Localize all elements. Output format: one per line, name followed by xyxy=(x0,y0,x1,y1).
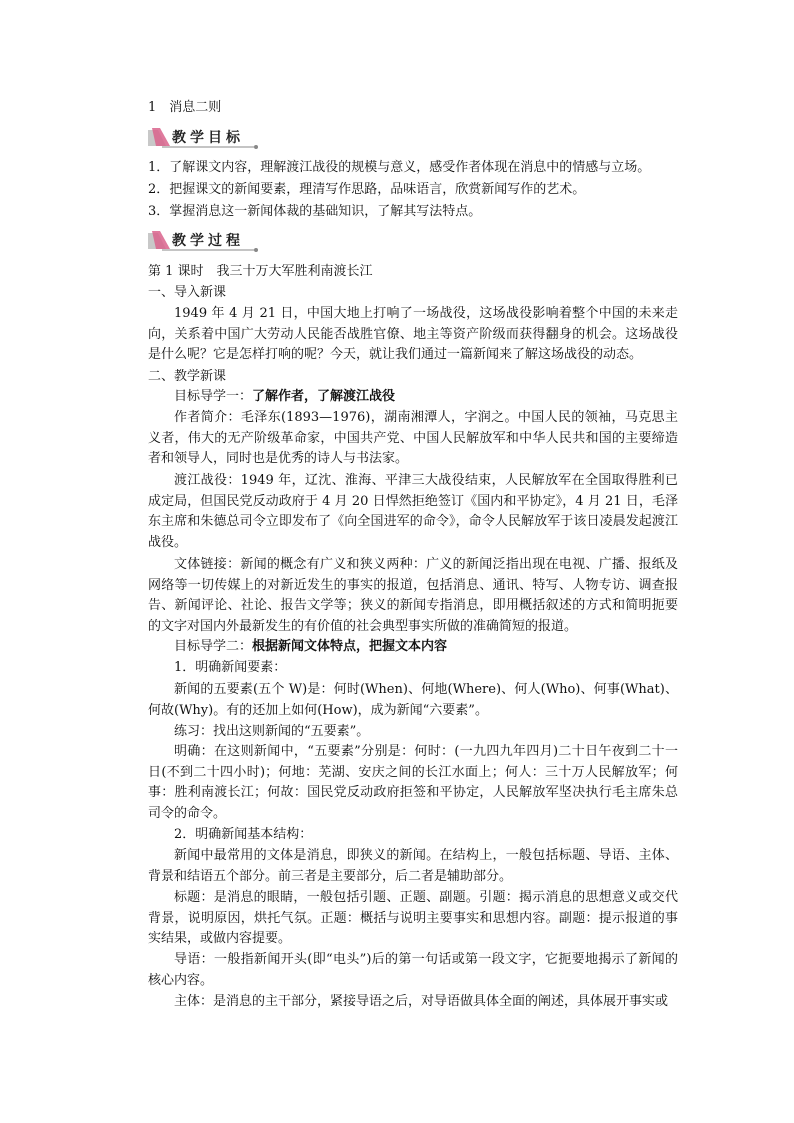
goal-item-1: 1．了解课文内容，理解渡江战役的规模与意义，感受作者体现在消息中的情感与立场。 xyxy=(148,160,651,175)
author-paragraph: 作者简介：毛泽东(1893—1976)，湖南湘潭人，字润之。中国人民的领袖，马克思主义者，伟大的无产阶级革命家，中国共产党、中国人民解放军和中华人民共和国的主要缔造者和领导人，同时也是优秀的诗人与书法家。 xyxy=(148,410,678,466)
guide1-prefix: 目标导学一： xyxy=(174,389,253,404)
guide2-bold: 根据新闻文体特点，把握文本内容 xyxy=(252,639,448,654)
guide1-bold: 了解作者，了解渡江战役 xyxy=(252,389,396,404)
goal-item-3: 3．掌握消息这一新闻体裁的基础知识，了解其写法特点。 xyxy=(148,204,482,219)
guide2-line xyxy=(148,637,678,657)
lesson-title: 1 消息二则 xyxy=(148,100,222,115)
section-heading-label: 教学过程 xyxy=(172,233,244,249)
section-heading-process xyxy=(148,229,258,251)
genre-paragraph: 文体链接：新闻的概念有广义和狭义两种：广义的新闻泛指出现在电视、广播、报纸及网络等一切传媒上的对新近发生的事实的报道，包括消息、通讯、特写、人物专访、调查报告、新闻评论、社论、报告文学等；狭义的新闻专指消息，即用概括叙述的方式和简明扼要的文字对国内外最新发生的有价值的社会典型事实所做的准确简短的报道。 xyxy=(148,557,678,634)
guide1-line xyxy=(148,387,678,407)
intro-paragraph: 1949 年 4 月 21 日，中国大地上打响了一场战役，这场战役影响着整个中国的未来走向，关系着中国广大劳动人民能否战胜官僚、地主等资产阶级而获得翻身的机会。这场战役是什么呢？它是怎样打响的呢？今天，就让我们通过一篇新闻来了解这场战役的动态。 xyxy=(148,306,678,362)
answer-paragraph: 明确：在这则新闻中，“五要素”分别是：何时：(一九四九年四月)二十日午夜到二十一日(不到二十四小时)；何地：芜湖、安庆之间的长江水面上；何人：三十万人民解放军；何事：胜利南渡长江；何故：国民党反动政府拒签和平协定，人民解放军坚决执行毛主席朱总司令的命令。 xyxy=(148,744,678,821)
section-heading-goals xyxy=(148,126,258,148)
headline-paragraph: 标题：是消息的眼睛，一般包括引题、正题、副题。引题：揭示消息的思想意义或交代背景，说明原因，烘托气氛。正题：概括与说明主要事实和思想内容。副题：提示报道的事实结果，或做内容提要。 xyxy=(148,890,678,946)
item2-title: 2．明确新闻基本结构： xyxy=(174,827,313,842)
lead-paragraph: 导语：一般指新闻开头(即“电头”)后的第一句话或第一段文字，它扼要地揭示了新闻的核心内容。 xyxy=(148,952,678,988)
elements-paragraph: 新闻的五要素(五个 W)是：何时(When)、何地(Where)、何人(Who)、何事(What)、何故(Why)。有的还加上如何(How)，成为新闻“六要素”。 xyxy=(148,682,678,718)
battle-paragraph: 渡江战役：1949 年，辽沈、淮海、平津三大战役结束，人民解放军在全国取得胜利已成定局，但国民党反动政府于 4 月 20 日悍然拒绝签订《国内和平协定》，4 月 21 日，毛泽东主席和朱德总司令立即发布了《向全国进军的命令》，命令人民解放军于该日凌晨发起渡江战役。 xyxy=(148,473,678,550)
structure-paragraph: 新闻中最常用的文体是消息，即狭义的新闻。在结构上，一般包括标题、导语、主体、背景和结语五个部分。前三者是主要部分，后二者是辅助部分。 xyxy=(148,848,678,884)
practice-line: 练习：找出这则新闻的“五要素”。 xyxy=(174,724,370,739)
part2-title: 二、教学新课 xyxy=(148,369,227,384)
guide2-prefix: 目标导学二： xyxy=(174,639,253,654)
part1-title: 一、导入新课 xyxy=(148,285,227,300)
goal-item-2: 2．把握课文的新闻要素，理清写作思路，品味语言，欣赏新闻写作的艺术。 xyxy=(148,182,586,197)
body-paragraph: 主体：是消息的主干部分，紧接导语之后，对导语做具体全面的阐述，具体展开事实或 xyxy=(174,994,669,1009)
item1-title: 1．明确新闻要素： xyxy=(174,660,287,675)
section-heading-label: 教学目标 xyxy=(172,130,244,146)
period-title: 第 1 课时 我三十万大军胜利南渡长江 xyxy=(148,264,373,279)
